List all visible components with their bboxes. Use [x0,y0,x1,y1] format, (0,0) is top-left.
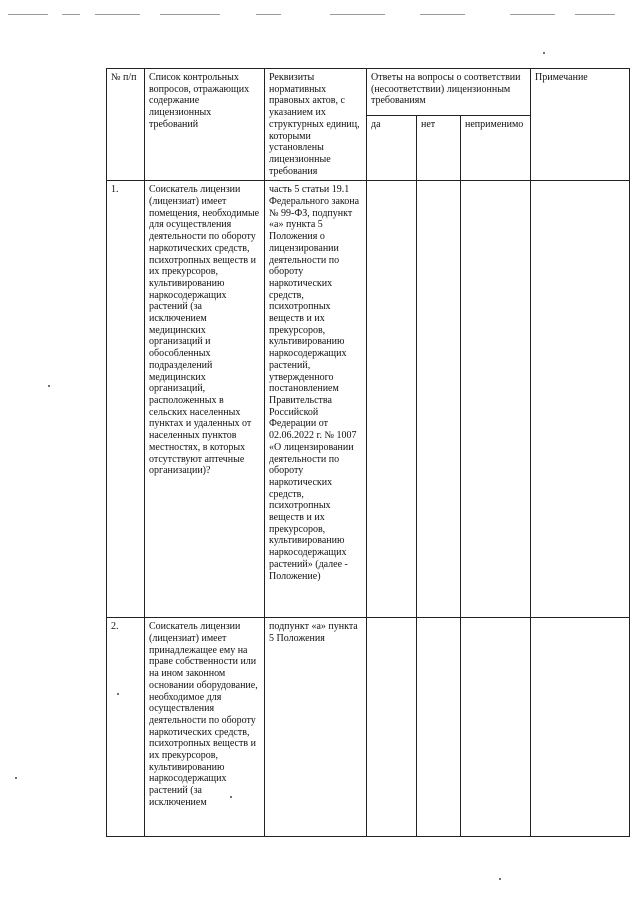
answer-yes-cell[interactable] [367,181,417,618]
scan-artifact-line [256,14,281,15]
scan-artifact-line [8,14,48,15]
scan-artifact-line [330,14,385,15]
header-requisites: Реквизиты нормативных правовых актов, с указанием их структурных единиц, которыми установлены лицензионные требования [265,69,367,181]
header-not-applicable: неприменимо [461,116,531,181]
checklist-table [106,68,630,837]
row-number: 2. [107,618,145,837]
header-note: Примечание [531,69,630,181]
row-question: Соискатель лицензии (лицензиат) имеет принадлежащее ему на праве собственности или на ином законном основании оборудование, необходимое для осуществления деятельности по обороту наркотических средств, психотропных веществ и их прекурсоров, культивированию наркосодержащих растений (за исключением [145,618,265,837]
answer-not-applicable-cell[interactable] [461,618,531,837]
scan-artifact-line [420,14,465,15]
row-number: 1. [107,181,145,618]
row-requisites: часть 5 статьи 19.1 Федерального закона № 99-ФЗ, подпункт «а» пункта 5 Положения о лицензировании деятельности по обороту наркотических средств, психотропных веществ и их прекурсоров, культивированию наркосодержащих растений, утвержденного постановлением Правительства Российской Федерации от 02.06.2022 г. № 1007 «О лицензировании деятельности по обороту наркотических средств, психотропных веществ и их прекурсоров, культивированию наркосодержащих растений» (далее - Положение) [265,181,367,618]
scan-artifact-line [160,14,220,15]
header-questions: Список контрольных вопросов, отражающих содержание лицензионных требований [145,69,265,181]
answer-no-cell[interactable] [417,181,461,618]
header-number: № п/п [107,69,145,181]
note-cell[interactable] [531,618,630,837]
scan-artifact-line [95,14,140,15]
answer-not-applicable-cell[interactable] [461,181,531,618]
header-yes: да [367,116,417,181]
note-cell[interactable] [531,181,630,618]
scan-speck [543,52,545,54]
header-answers: Ответы на вопросы о соответствии (несоответствии) лицензионным требованиям [367,69,531,116]
scan-speck [15,777,17,779]
scan-artifact-line [510,14,555,15]
header-no: нет [417,116,461,181]
row-question: Соискатель лицензии (лицензиат) имеет помещения, необходимые для осуществления деятельности по обороту наркотических средств, психотропных веществ и их прекурсоров, культивированию наркосодержащих растений (за исключением медицинских организаций и обособленных подразделений медицинских организаций, расположенных в сельских населенных пунктах и удаленных от населенных пунктов местностях, в которых отсутствуют аптечные организации)? [145,181,265,618]
answer-no-cell[interactable] [417,618,461,837]
scan-speck [48,385,50,387]
row-requisites: подпункт «а» пункта 5 Положения [265,618,367,837]
table-row [107,181,630,618]
answer-yes-cell[interactable] [367,618,417,837]
scan-artifact-line [575,14,615,15]
table-header-row [107,69,630,116]
scan-artifact-line [62,14,80,15]
table-row [107,618,630,837]
scan-speck [499,878,501,880]
